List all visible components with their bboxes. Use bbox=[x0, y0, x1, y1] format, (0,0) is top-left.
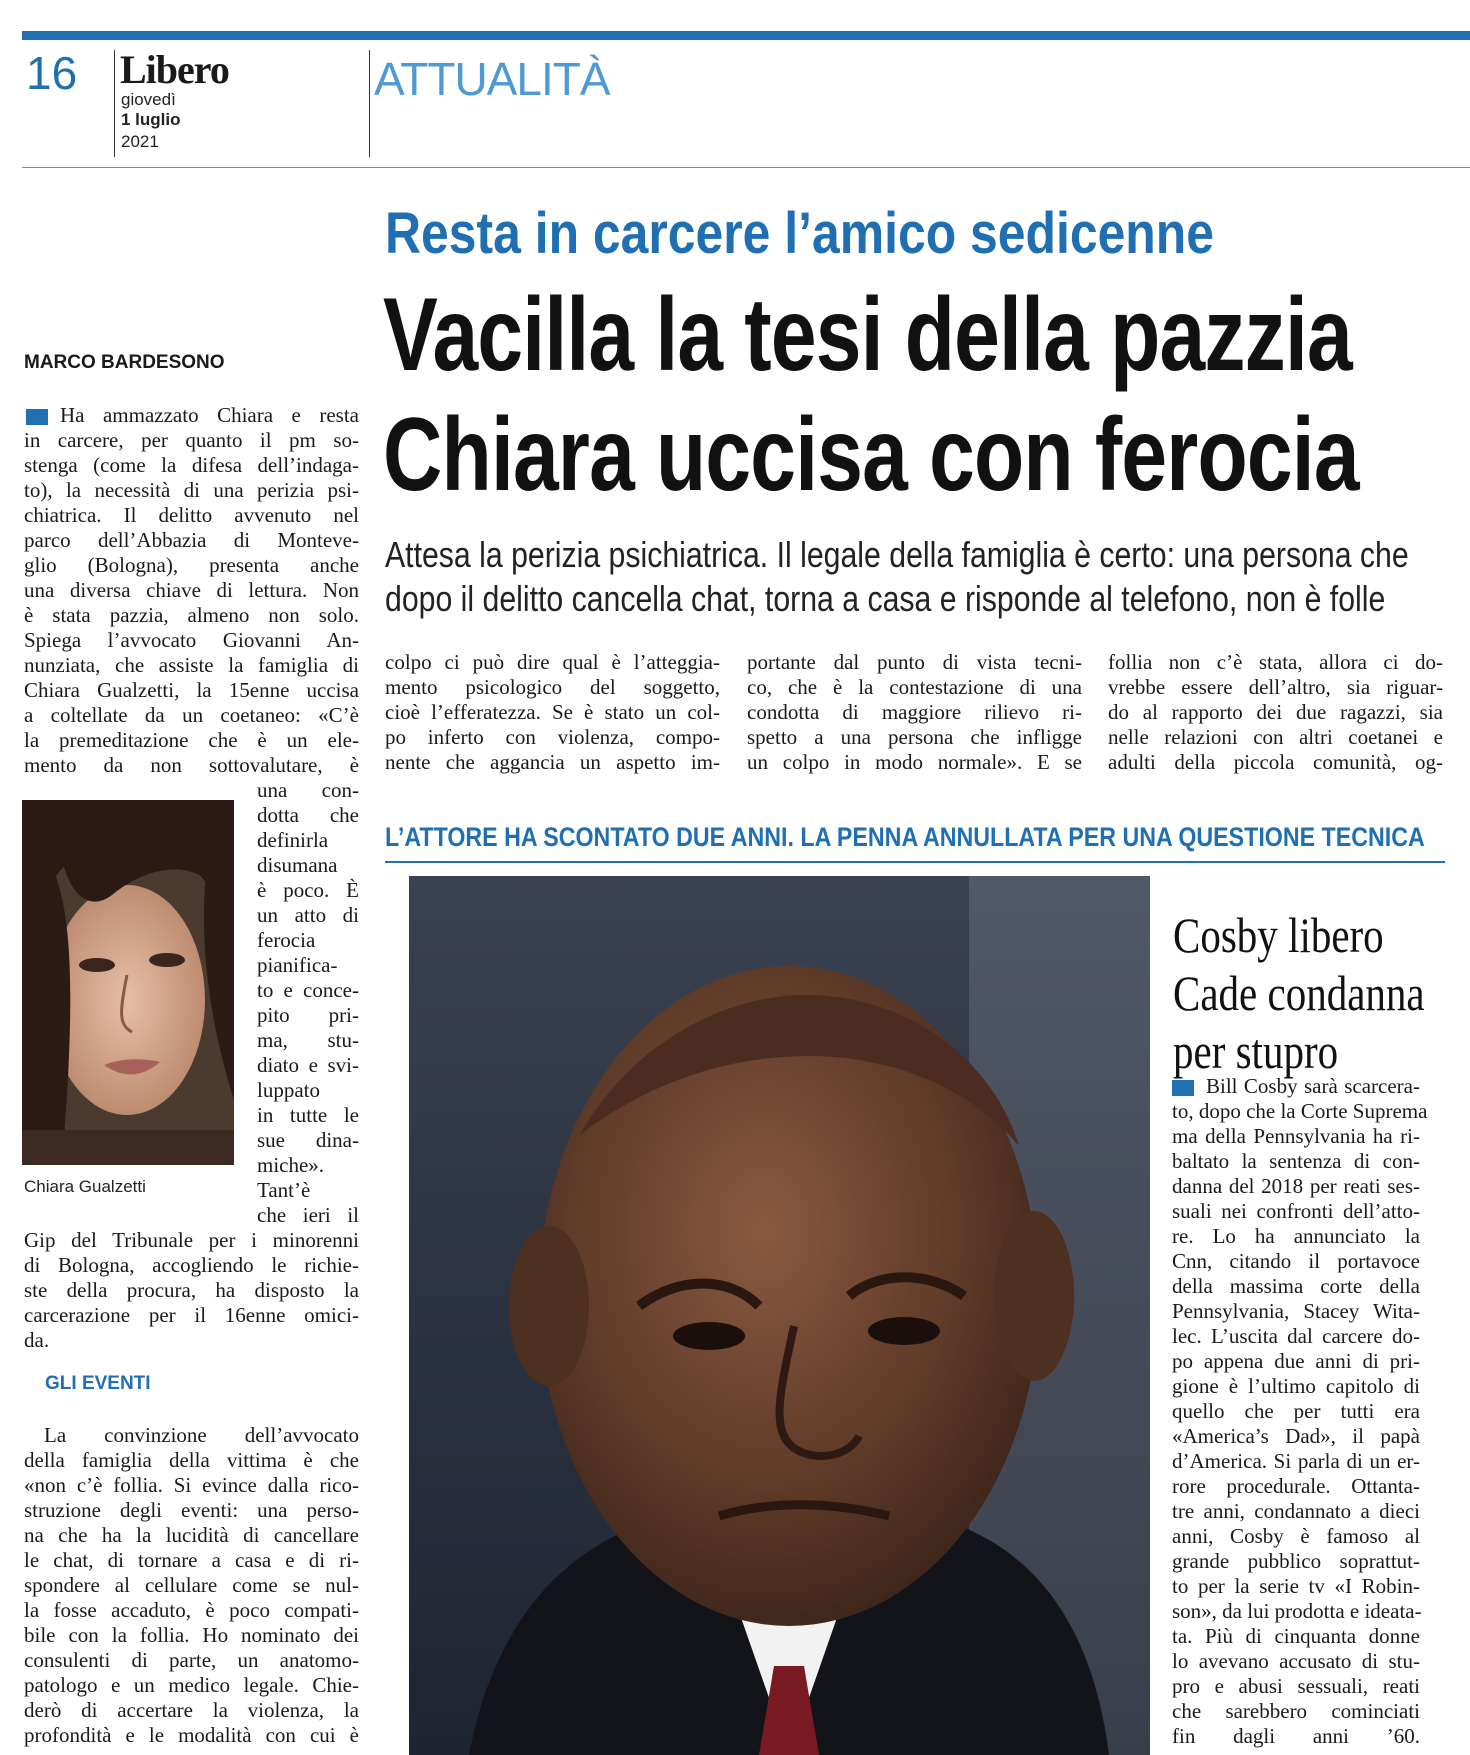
text-line: spondere al cellulare come se nul- bbox=[24, 1573, 359, 1597]
text-line: portante dal punto di vista tecni- bbox=[747, 650, 1082, 674]
text-line: Chiara Gualzetti, la 15enne uccisa bbox=[24, 678, 359, 702]
text-line: diato e svi- bbox=[257, 1053, 359, 1077]
text-line: spetto a una persona che infligge bbox=[747, 725, 1082, 749]
text-line: struzione degli eventi: una perso- bbox=[24, 1498, 359, 1522]
text-line: Cnn, citando il portavoce bbox=[1172, 1249, 1420, 1273]
text-line: rore procedurale. Ottanta- bbox=[1172, 1474, 1420, 1498]
text-line: Pennsylvania, Stacey Wita- bbox=[1172, 1299, 1420, 1323]
text-line: a coltellate da un coetaneo: «C’è bbox=[24, 703, 359, 727]
victim-photo bbox=[22, 800, 234, 1165]
text-line: colpo ci può dire qual è l’atteggia- bbox=[385, 650, 720, 674]
newspaper-logo: Libero bbox=[120, 47, 229, 92]
text-line: un colpo in modo normale». E se bbox=[747, 750, 1082, 774]
text-line: dotta che bbox=[257, 803, 359, 827]
text-line: nente che aggancia un aspetto im- bbox=[385, 750, 720, 774]
text-line: do al rapporto dei due ragazzi, sia bbox=[1108, 700, 1443, 724]
text-line: condotta di maggiore rilievo ri- bbox=[747, 700, 1082, 724]
text-line: miche». bbox=[257, 1153, 325, 1177]
text-line: co, che è la contestazione di una bbox=[747, 675, 1082, 699]
text-line: pito pri- bbox=[257, 1003, 359, 1027]
header-rule bbox=[22, 167, 1470, 168]
text-line: suali nei confronti dell’atto- bbox=[1172, 1199, 1420, 1223]
text-line: ta. Più di cinquanta donne bbox=[1172, 1624, 1420, 1648]
text-line: Ha ammazzato Chiara e resta bbox=[60, 403, 359, 427]
text-line: da. bbox=[24, 1328, 50, 1352]
text-line: un atto di bbox=[257, 903, 359, 927]
text-line: le chat, di tornare a casa e di ri- bbox=[24, 1548, 359, 1572]
text-line: to, dopo che la Corte Suprema bbox=[1172, 1099, 1428, 1123]
text-line: in tutte le bbox=[257, 1103, 359, 1127]
text-line: nunziata, che assiste la famiglia di bbox=[24, 653, 359, 677]
text-line: glio (Bologna), presenta anche bbox=[24, 553, 359, 577]
text-line: tre anni, condannato a dieci bbox=[1172, 1499, 1420, 1523]
cosby-strap: L’ATTORE HA SCONTATO DUE ANNI. LA PENNA ANNULLATA PER UNA QUESTIONE TECNICA bbox=[385, 822, 1425, 852]
text-line: fin dagli anni ’60. bbox=[1172, 1724, 1420, 1748]
text-line: una con- bbox=[257, 778, 359, 802]
text-line: nelle relazioni con altri coetanei e bbox=[1108, 725, 1443, 749]
text-line: grande pubblico soprattut- bbox=[1172, 1549, 1420, 1573]
text-line: re. Lo ha annunciato la bbox=[1172, 1224, 1420, 1248]
text-line: pianifica- bbox=[257, 953, 338, 977]
text-line: che ieri il bbox=[257, 1203, 359, 1227]
text-line: Spiega l’avvocato Giovanni An- bbox=[24, 628, 359, 652]
text-line: ma, stu- bbox=[257, 1028, 359, 1052]
text-line: cioè l’efferatezza. Se è stato un col- bbox=[385, 700, 720, 724]
text-line: Gip del Tribunale per i minorenni bbox=[24, 1228, 359, 1252]
text-line: lo avevano accusato di stu- bbox=[1172, 1649, 1420, 1673]
text-line: ste della procura, ha disposto la bbox=[24, 1278, 359, 1302]
headline-line-2: Chiara uccisa con ferocia bbox=[383, 397, 1359, 513]
text-line: ferocia bbox=[257, 928, 316, 952]
text-line: to e conce- bbox=[257, 978, 359, 1002]
subheadline-line-1: Attesa la perizia psichiatrica. Il legale della famiglia è certo: una persona che bbox=[385, 534, 1409, 575]
text-line: anni, Cosby è famoso al bbox=[1172, 1524, 1420, 1548]
text-line: La convinzione dell’avvocato bbox=[44, 1423, 359, 1447]
text-line: na che ha la lucidità di cancellare bbox=[24, 1523, 359, 1547]
text-line: consulenti di parte, un anatomo- bbox=[24, 1648, 359, 1672]
paragraph-marker bbox=[26, 409, 48, 425]
author-byline: MARCO BARDESONO bbox=[24, 352, 225, 373]
cosby-title-line-3: per stupro bbox=[1173, 1023, 1339, 1079]
text-line: Tant’è bbox=[257, 1178, 311, 1202]
cosby-title-line-1: Cosby libero bbox=[1173, 907, 1384, 963]
text-line: pro e abusi sessuali, reati bbox=[1172, 1674, 1420, 1698]
subheadline-line-2: dopo il delitto cancella chat, torna a casa e risponde al telefono, non è folle bbox=[385, 578, 1386, 619]
text-line: patologo e un medico legale. Chie- bbox=[24, 1673, 359, 1697]
text-line: derò di accertare la violenza, la bbox=[24, 1698, 359, 1722]
section-subhead: GLI EVENTI bbox=[45, 1373, 151, 1394]
article-kicker: Resta in carcere l’amico sedicenne bbox=[385, 201, 1214, 266]
text-line: mento da non sottovalutare, è bbox=[24, 753, 359, 777]
text-line: è stata pazzia, almeno non solo. bbox=[24, 603, 359, 627]
date-day-month: 1 luglio bbox=[121, 110, 181, 129]
text-line: gione è l’ultimo capitolo di bbox=[1172, 1374, 1420, 1398]
text-line: di Bologna, accogliendo le richie- bbox=[24, 1253, 359, 1277]
paragraph-marker bbox=[1172, 1080, 1194, 1096]
text-line: danna del 2018 per reati ses- bbox=[1172, 1174, 1420, 1198]
text-line: definirla bbox=[257, 828, 329, 852]
text-line: della famiglia della vittima è che bbox=[24, 1448, 359, 1472]
text-line: carcerazione per il 16enne omici- bbox=[24, 1303, 359, 1327]
page-number: 16 bbox=[26, 47, 78, 99]
text-line: po appena due anni di pri- bbox=[1172, 1349, 1420, 1373]
text-line: lec. L’uscita dal carcere do- bbox=[1172, 1324, 1420, 1348]
headline-line-1: Vacilla la tesi della pazzia bbox=[383, 277, 1352, 393]
cosby-title-line-2: Cade condanna bbox=[1173, 965, 1425, 1021]
text-line: stenga (come la difesa dell’indaga- bbox=[24, 453, 359, 477]
date-year: 2021 bbox=[121, 132, 159, 151]
text-line: adulti della piccola comunità, og- bbox=[1108, 750, 1443, 774]
text-line: la fosse accaduto, è poco compati- bbox=[24, 1598, 359, 1622]
text-line: follia non c’è stata, allora ci do- bbox=[1108, 650, 1443, 674]
text-line: una diversa chiave di lettura. Non bbox=[24, 578, 359, 602]
section-title: ATTUALITÀ bbox=[374, 53, 610, 105]
text-line: della massima corte della bbox=[1172, 1274, 1420, 1298]
text-line: bile con la follia. Ho nominato dei bbox=[24, 1623, 359, 1647]
text-line: Bill Cosby sarà scarcera- bbox=[1206, 1074, 1420, 1098]
text-line: to), la necessità di una perizia psi- bbox=[24, 478, 359, 502]
text-line: che sarebbero cominciati bbox=[1172, 1699, 1420, 1723]
text-line: d’America. Si parla di un er- bbox=[1172, 1449, 1420, 1473]
header-top-bar bbox=[22, 31, 1470, 40]
text-line: la premeditazione che è un ele- bbox=[24, 728, 359, 752]
text-line: disumana bbox=[257, 853, 338, 877]
text-line: sue dina- bbox=[257, 1128, 359, 1152]
text-line: ma della Pennsylvania ha ri- bbox=[1172, 1124, 1420, 1148]
text-line: luppato bbox=[257, 1078, 320, 1102]
text-line: «America’s Dad», il papà bbox=[1172, 1424, 1420, 1448]
cosby-strap-rule bbox=[385, 861, 1445, 863]
text-line: profondità e le modalità con cui è bbox=[24, 1723, 359, 1747]
text-line: mento psicologico del soggetto, bbox=[385, 675, 720, 699]
text-line: quello che per tutti era bbox=[1172, 1399, 1420, 1423]
text-line: son», da lui prodotta e ideata- bbox=[1172, 1599, 1422, 1623]
section-divider bbox=[369, 50, 370, 157]
text-line: vrebbe essere dell’altro, sia riguar- bbox=[1108, 675, 1443, 699]
text-line: «non c’è follia. Si evince dalla rico- bbox=[24, 1473, 359, 1497]
text-line: è poco. È bbox=[257, 878, 359, 902]
text-line: chiatrica. Il delitto avvenuto nel bbox=[24, 503, 359, 527]
text-line: baltato la sentenza di con- bbox=[1172, 1149, 1420, 1173]
date-weekday: giovedì bbox=[121, 90, 176, 109]
text-line: po inferto con violenza, compo- bbox=[385, 725, 720, 749]
header-divider bbox=[114, 50, 115, 157]
text-line: parco dell’Abbazia di Monteve- bbox=[24, 528, 359, 552]
cosby-photo bbox=[409, 876, 1150, 1755]
text-line: in carcere, per quanto il pm so- bbox=[24, 428, 359, 452]
text-line: to per la serie tv «I Robin- bbox=[1172, 1574, 1420, 1598]
photo-caption: Chiara Gualzetti bbox=[24, 1177, 146, 1196]
